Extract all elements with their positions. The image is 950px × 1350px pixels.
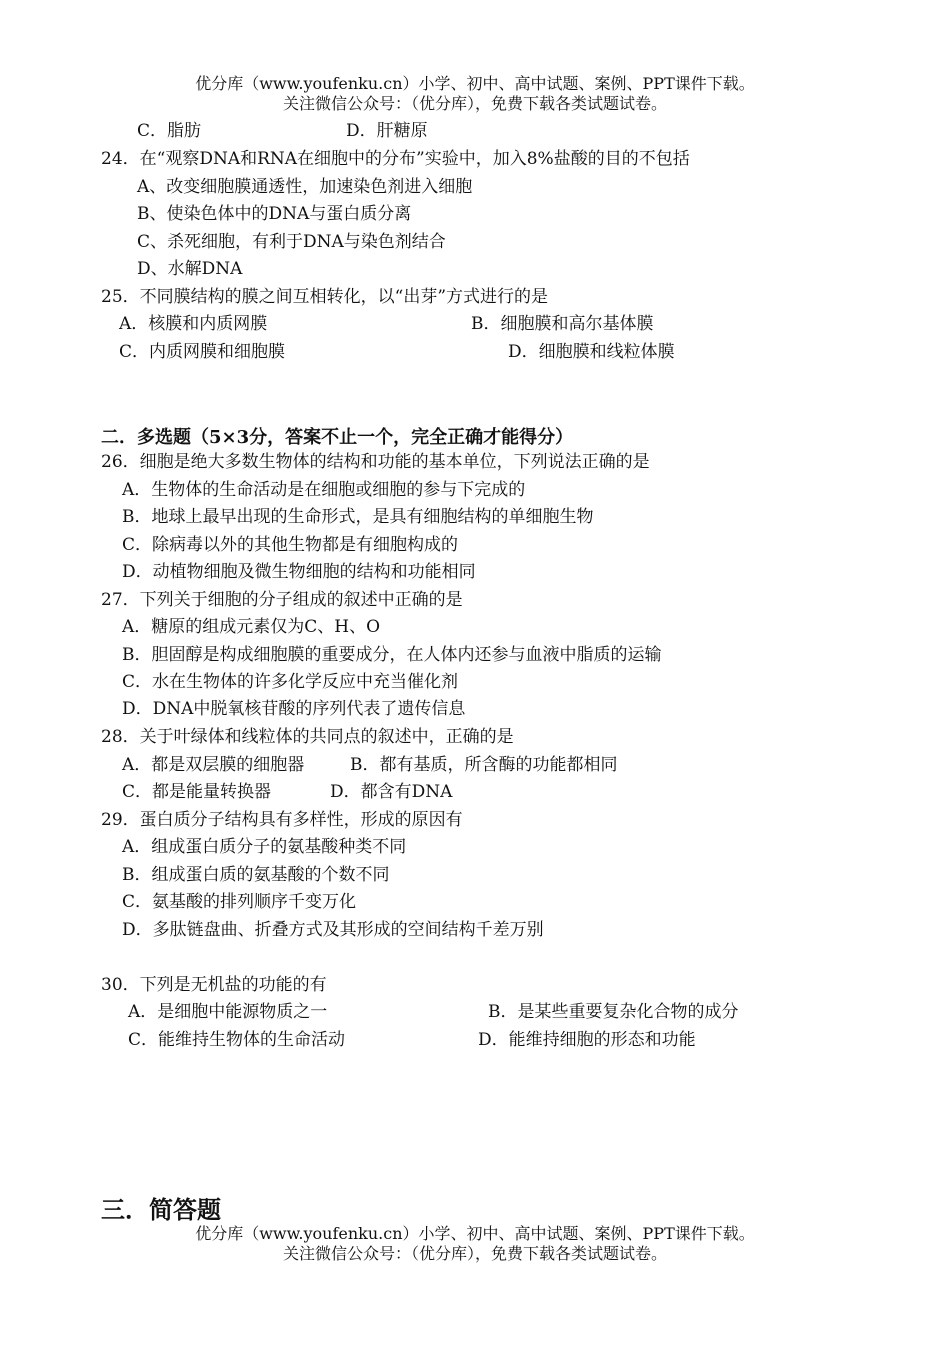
page-header (0, 74, 950, 114)
q28-stem: 28．关于叶绿体和线粒体的共同点的叙述中，正确的是 (101, 727, 514, 747)
q27-stem: 27．下列关于细胞的分子组成的叙述中正确的是 (101, 590, 463, 610)
q26-option-b: B．地球上最早出现的生命形式，是具有细胞结构的单细胞生物 (122, 507, 594, 527)
q25-option-b: B．细胞膜和高尔基体膜 (471, 314, 654, 334)
q24-option-a: A、改变细胞膜通透性，加速染色剂进入细胞 (137, 177, 473, 197)
q26-option-d: D．动植物细胞及微生物细胞的结构和功能相同 (122, 562, 476, 582)
q24-option-b: B、使染色体中的DNA与蛋白质分离 (137, 204, 412, 224)
footer-line-1: 优分库（www.youfenku.cn）小学、初中、高中试题、案例、PPT课件下载。 (195, 1224, 755, 1243)
q30-stem: 30．下列是无机盐的功能的有 (101, 975, 327, 995)
q23-option-c: C．脂肪 (137, 121, 202, 141)
q23-option-d: D．肝糖原 (346, 121, 428, 141)
q25-option-a: A．核膜和内质网膜 (119, 314, 268, 334)
q30-option-b: B．是某些重要复杂化合物的成分 (488, 1002, 739, 1022)
q26-option-a: A．生物体的生命活动是在细胞或细胞的参与下完成的 (122, 480, 526, 500)
section-3-title: 三．简答题 (101, 1195, 221, 1224)
q27-option-c: C．水在生物体的许多化学反应中充当催化剂 (122, 672, 459, 692)
footer-line-2: 关注微信公众号：（优分库），免费下载各类试题试卷。 (282, 1244, 667, 1263)
section-2-title: 二．多选题（5×3分，答案不止一个，完全正确才能得分） (101, 427, 574, 448)
q24-stem: 24．在“观察DNA和RNA在细胞中的分布”实验中，加入8%盐酸的目的不包括 (101, 149, 690, 169)
q30-option-d: D．能维持细胞的形态和功能 (478, 1030, 696, 1050)
q24-option-d: D、水解DNA (137, 259, 243, 279)
q28-option-a: A．都是双层膜的细胞器 (122, 755, 305, 775)
q29-stem: 29．蛋白质分子结构具有多样性，形成的原因有 (101, 810, 463, 830)
q29-option-d: D．多肽链盘曲、折叠方式及其形成的空间结构千差万别 (122, 920, 544, 940)
q29-option-a: A．组成蛋白质分子的氨基酸种类不同 (122, 837, 407, 857)
q30-option-c: C．能维持生物体的生命活动 (128, 1030, 346, 1050)
q26-option-c: C．除病毒以外的其他生物都是有细胞构成的 (122, 535, 459, 555)
q30-option-a: A．是细胞中能源物质之一 (128, 1002, 328, 1022)
q25-option-c: C．内质网膜和细胞膜 (119, 342, 286, 362)
q29-option-c: C．氨基酸的排列顺序千变万化 (122, 892, 357, 912)
q27-option-a: A．糖原的组成元素仅为C、H、O (122, 617, 381, 637)
q26-stem: 26．细胞是绝大多数生物体的结构和功能的基本单位，下列说法正确的是 (101, 452, 650, 472)
q25-option-d: D．细胞膜和线粒体膜 (508, 342, 675, 362)
q28-option-c: C．都是能量转换器 (122, 782, 272, 802)
q25-stem: 25．不同膜结构的膜之间互相转化，以“出芽”方式进行的是 (101, 287, 549, 307)
q27-option-d: D．DNA中脱氧核苷酸的序列代表了遗传信息 (122, 699, 466, 719)
q29-option-b: B．组成蛋白质的氨基酸的个数不同 (122, 865, 390, 885)
q24-option-c: C、杀死细胞，有利于DNA与染色剂结合 (137, 232, 446, 252)
header-line-1: 优分库（www.youfenku.cn）小学、初中、高中试题、案例、PPT课件下载。 (195, 74, 755, 93)
q27-option-b: B．胆固醇是构成细胞膜的重要成分，在人体内还参与血液中脂质的运输 (122, 645, 662, 665)
q28-option-d: D．都含有DNA (330, 782, 453, 802)
q28-option-b: B．都有基质，所含酶的功能都相同 (350, 755, 618, 775)
header-line-2: 关注微信公众号：（优分库），免费下载各类试题试卷。 (282, 94, 667, 113)
page-footer (0, 1224, 950, 1264)
